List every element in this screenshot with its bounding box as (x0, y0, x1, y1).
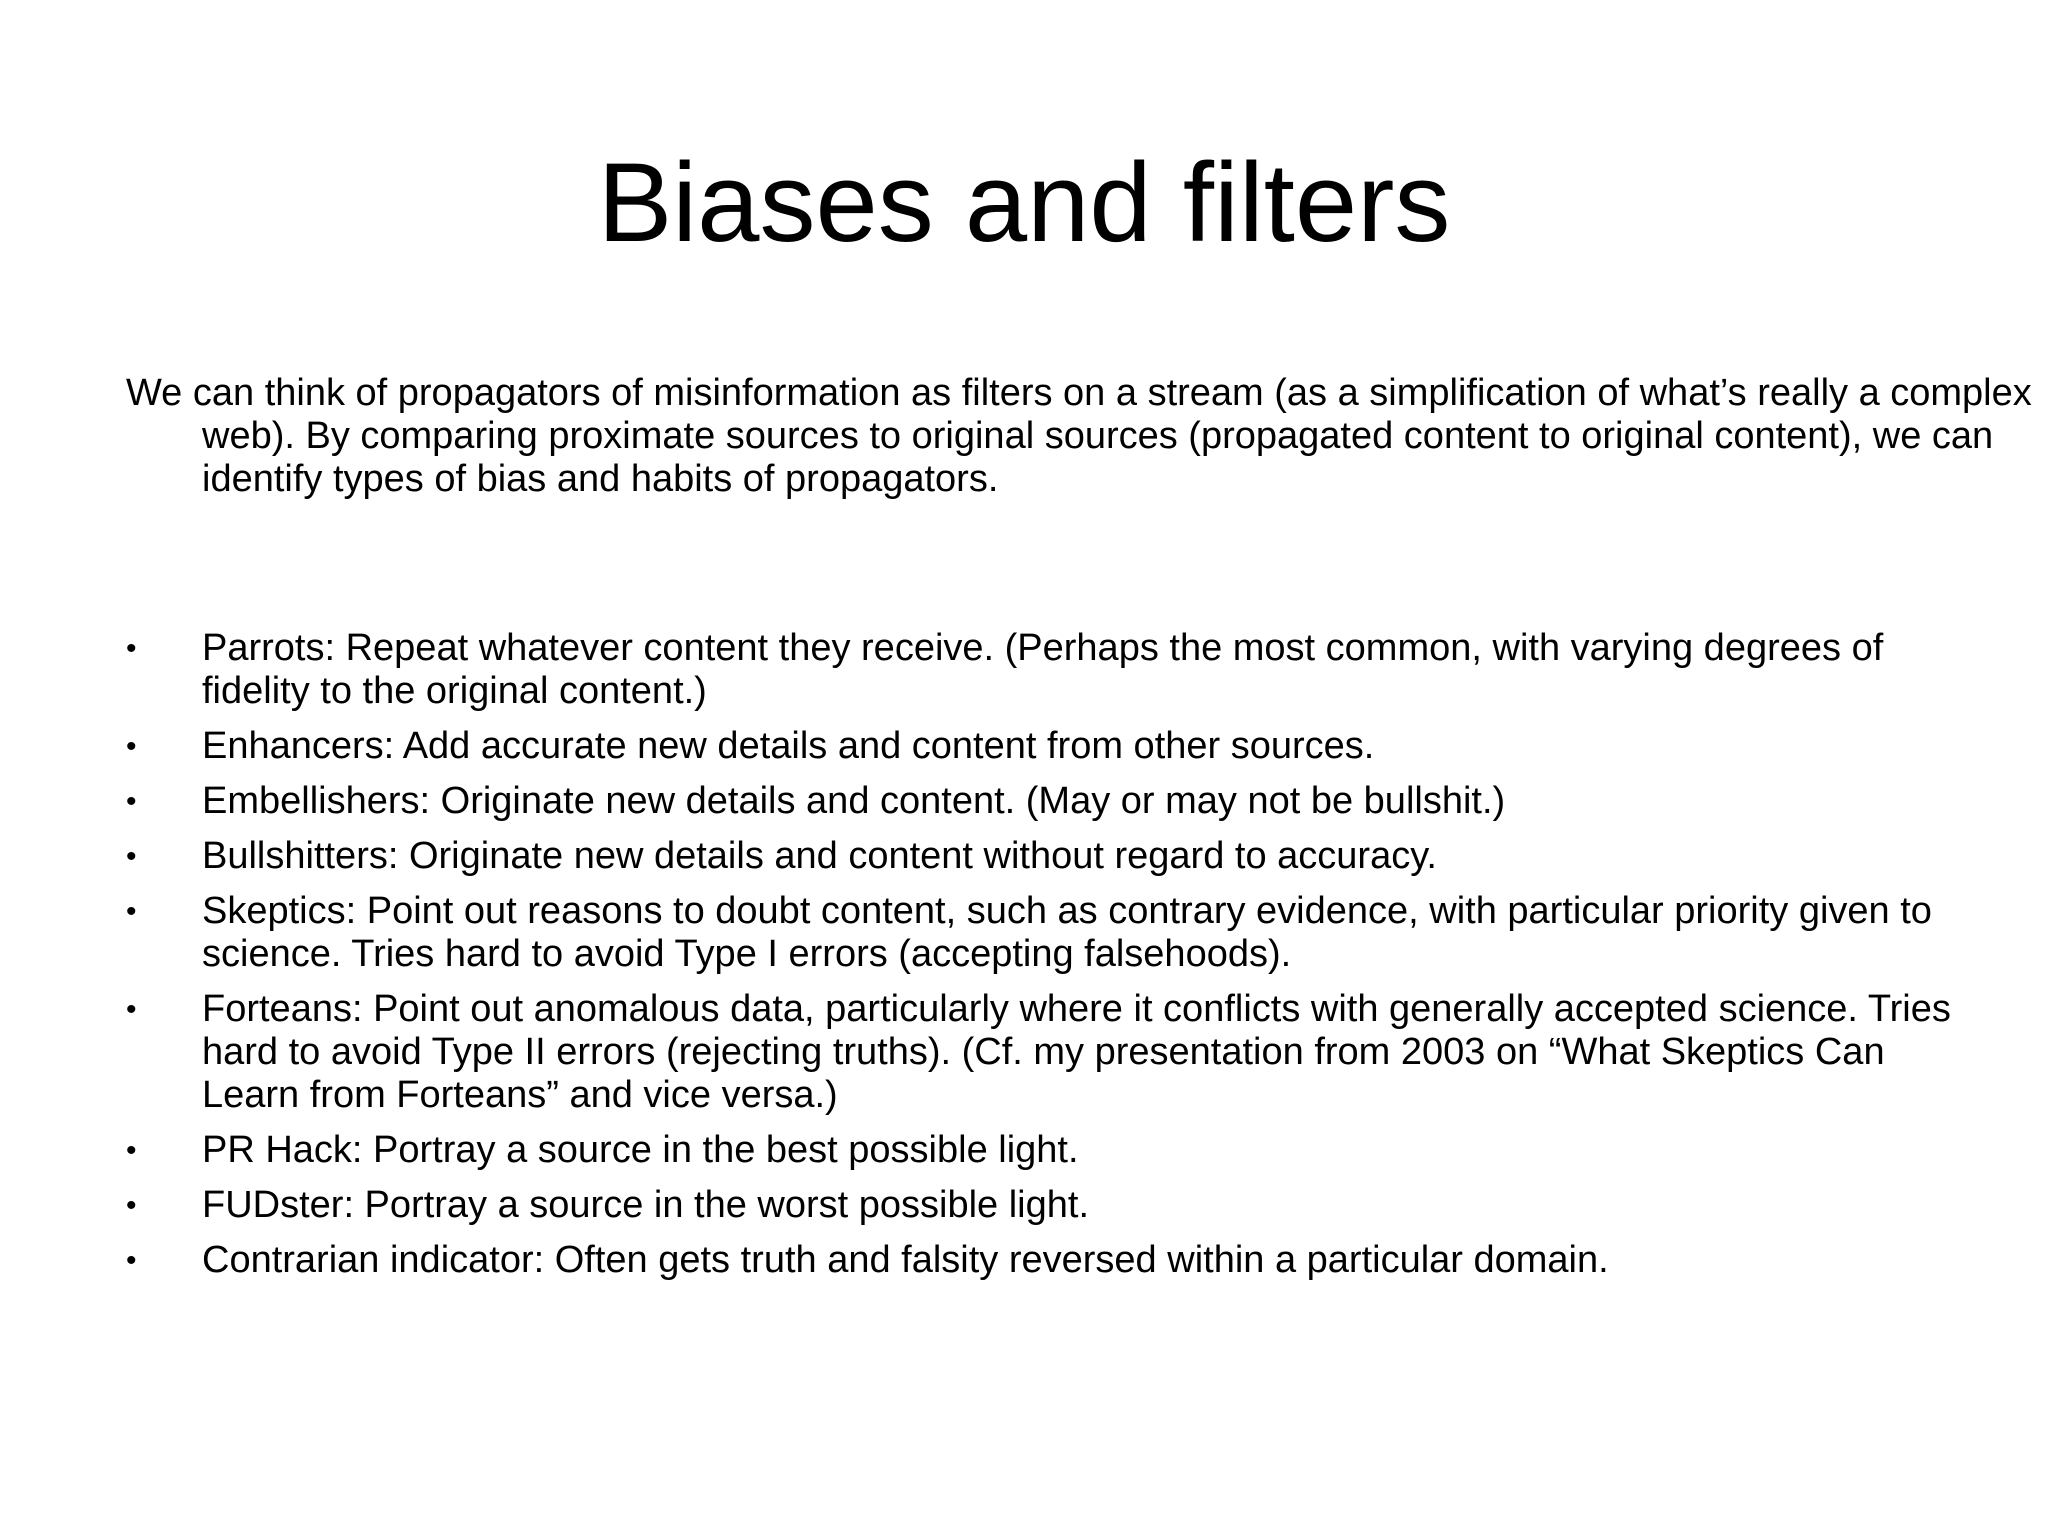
bullet-icon: • (126, 785, 137, 818)
bullet-item-embellishers (126, 780, 1956, 823)
bullet-text: Skeptics: Point out reasons to doubt content, such as contrary evidence, with particular priority given to science. Tries hard to avoid Type I errors (accepting falsehoods). (202, 890, 1932, 975)
bullet-list (126, 627, 1956, 1294)
bullet-icon: • (126, 840, 137, 873)
bullet-text: Contrarian indicator: Often gets truth and falsity reversed within a particular domain. (202, 1239, 1609, 1281)
bullet-item-contrarian-indicator (126, 1239, 1956, 1282)
bullet-icon: • (126, 730, 137, 763)
bullet-icon: • (126, 1189, 137, 1222)
bullet-item-fudster (126, 1184, 1956, 1227)
bullet-icon: • (126, 895, 137, 928)
bullet-text: FUDster: Portray a source in the worst possible light. (202, 1184, 1090, 1226)
bullet-text: Enhancers: Add accurate new details and content from other sources. (202, 725, 1375, 767)
intro-paragraph: We can think of propagators of misinformation as filters on a stream (as a simplification of what’s really a complex web). By comparing proximate sources to original sources (propagated content to original content), we can identify types of bias and habits of propagators. (126, 372, 2032, 500)
bullet-text: PR Hack: Portray a source in the best possible light. (202, 1129, 1079, 1171)
bullet-item-forteans (126, 988, 1956, 1117)
bullet-item-pr-hack (126, 1129, 1956, 1172)
bullet-icon: • (126, 993, 137, 1026)
bullet-item-bullshitters (126, 835, 1956, 878)
bullet-icon: • (126, 1134, 137, 1167)
slide-title: Biases and filters (597, 140, 1451, 265)
bullet-text: Parrots: Repeat whatever content they receive. (Perhaps the most common, with varying degrees of fidelity to the original content.) (202, 627, 1884, 712)
bullet-icon: • (126, 1244, 137, 1277)
bullet-text: Bullshitters: Originate new details and content without regard to accuracy. (202, 835, 1437, 877)
bullet-text: Embellishers: Originate new details and content. (May or may not be bullshit.) (202, 780, 1506, 822)
bullet-icon: • (126, 632, 137, 665)
bullet-text: Forteans: Point out anomalous data, particularly where it conflicts with generally accepted science. Tries hard to avoid Type II errors (rejecting truths). (Cf. my presentation from 2003 on “What Skeptics Can Learn from Forteans” and vice versa.) (202, 988, 1951, 1116)
bullet-item-enhancers (126, 725, 1956, 768)
bullet-item-skeptics (126, 890, 1956, 976)
bullet-item-parrots (126, 627, 1956, 713)
